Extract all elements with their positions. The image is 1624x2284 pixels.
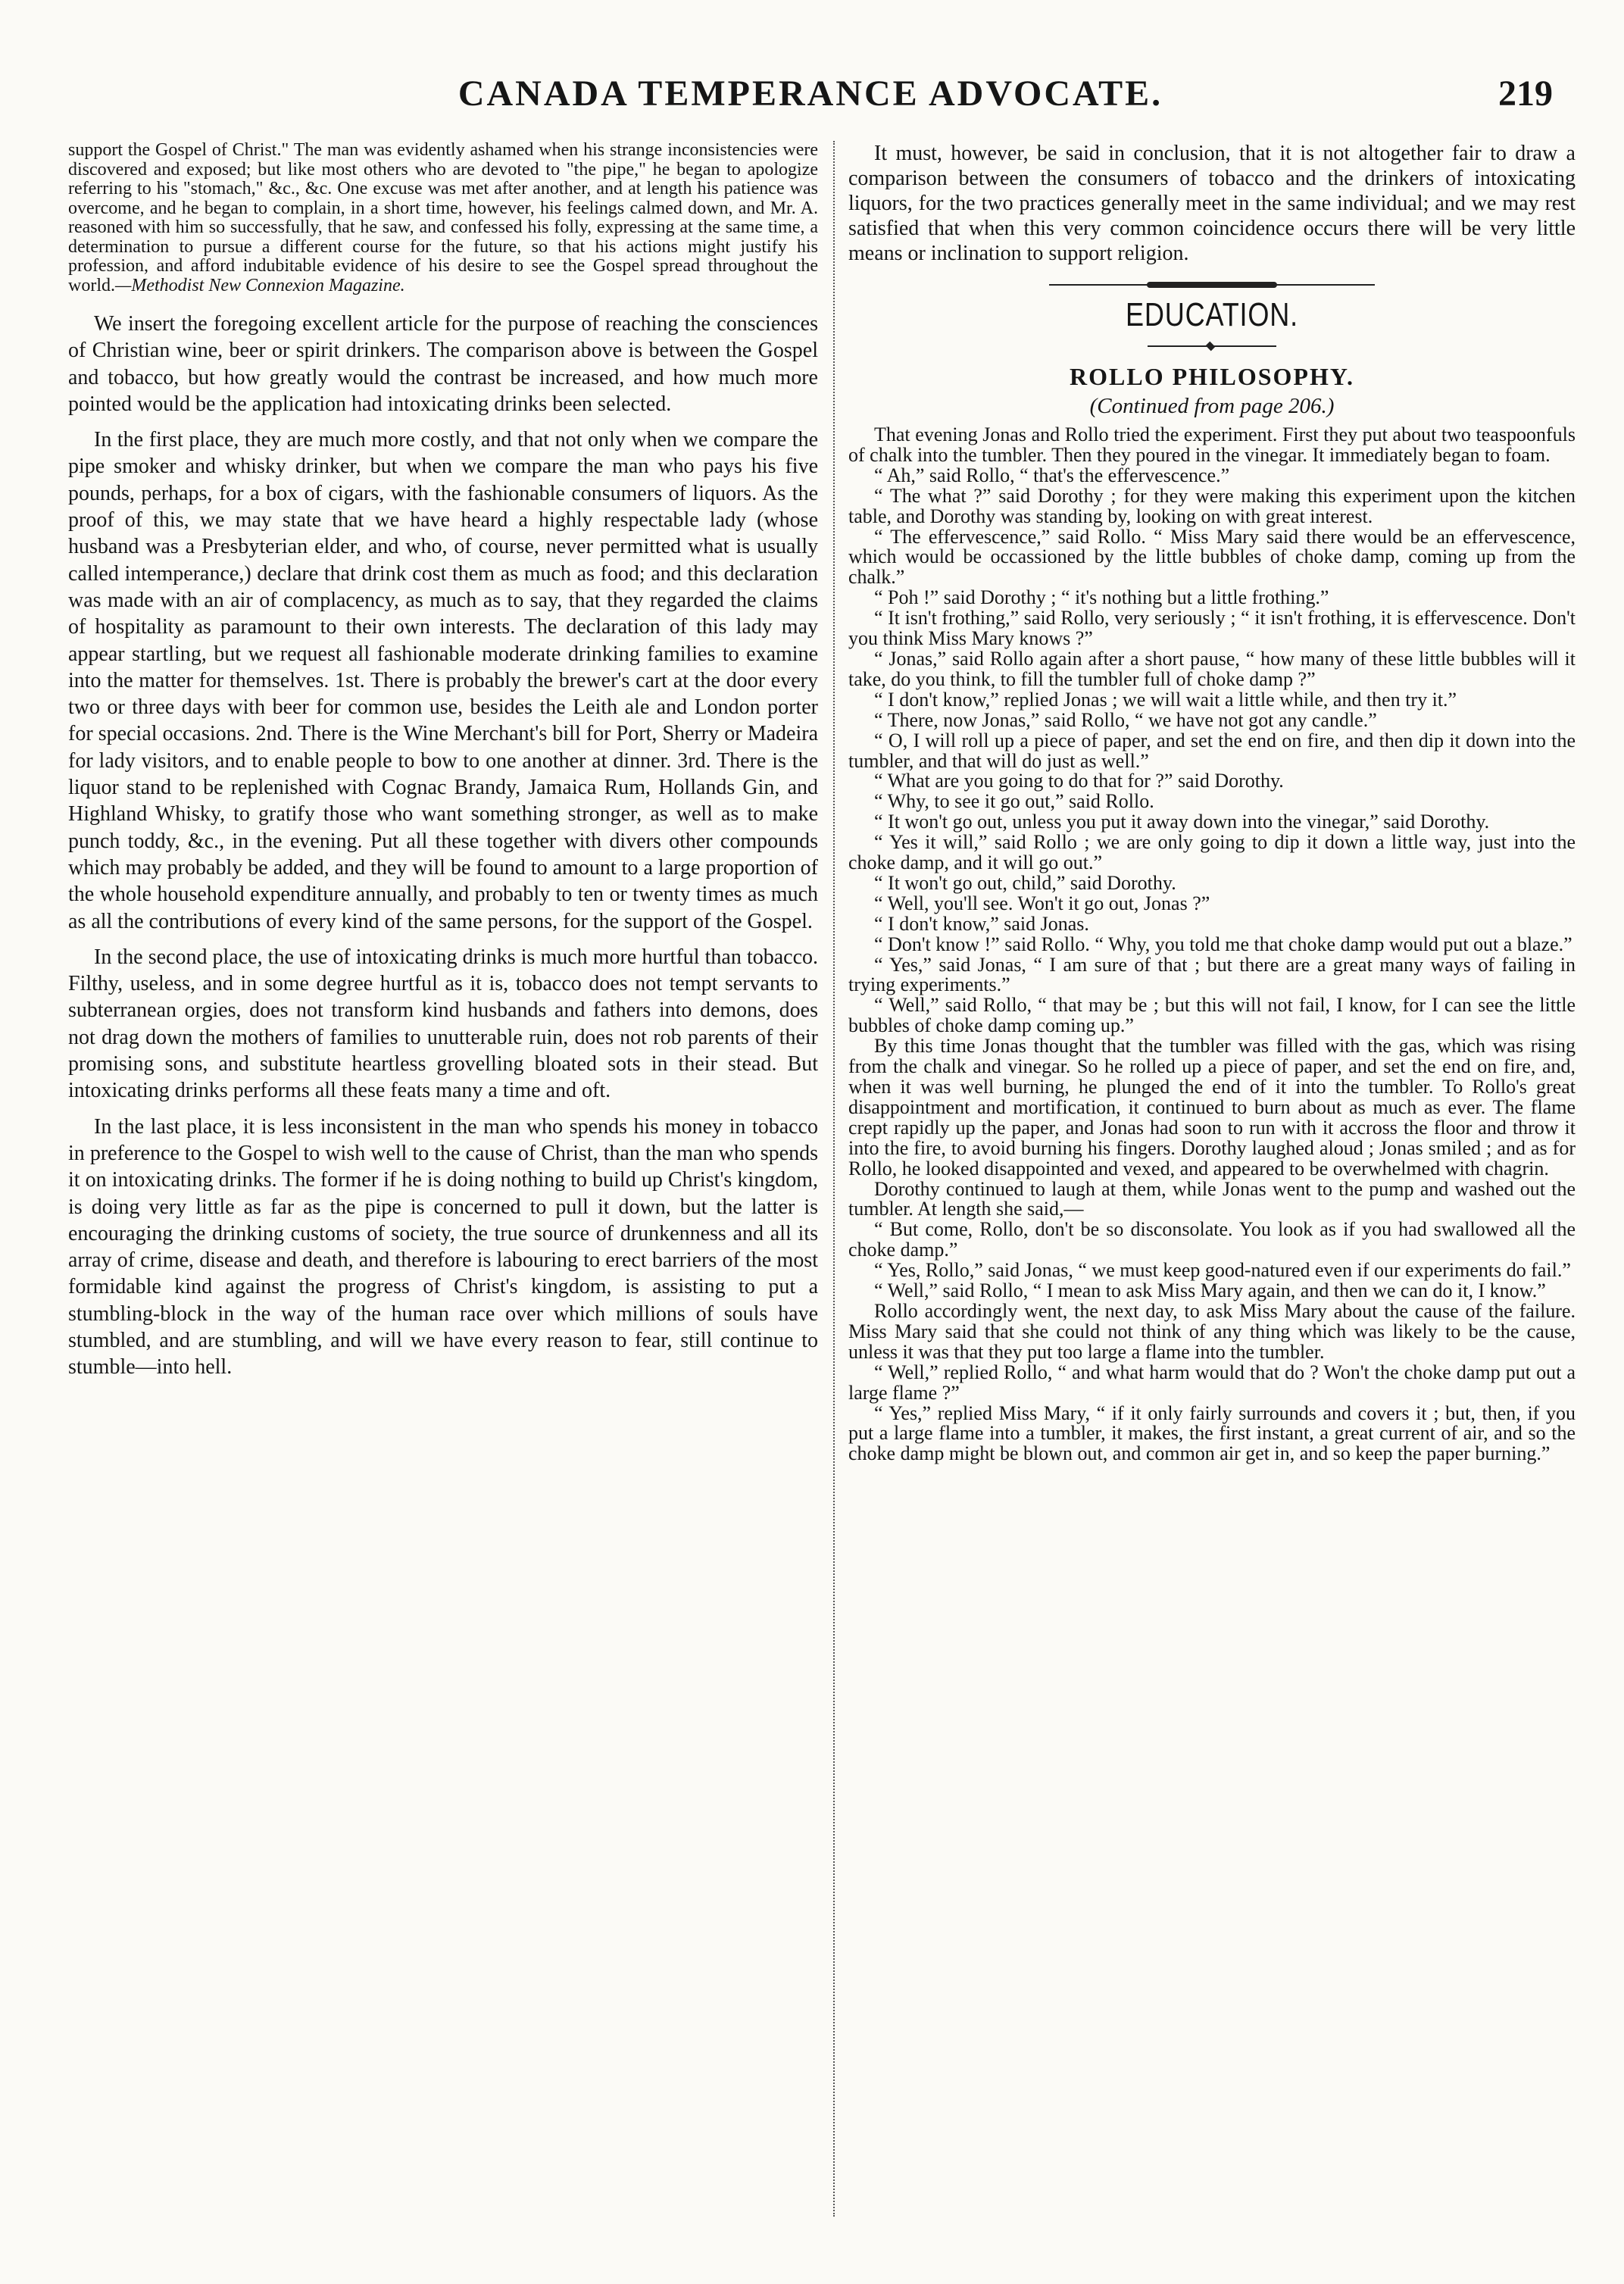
heading-ornament <box>1148 343 1276 349</box>
story-paragraph: “ Well,” said Rollo, “ I mean to ask Miss Mary again, and then we can do it, I know.” <box>874 1279 1546 1302</box>
story-paragraph: “ The effervescence,” said Rollo. “ Miss Mary said there would be an effervescence, which would be occassioned by the little bubbles of choke damp, coming up from the chalk.” <box>848 525 1576 589</box>
story-paragraph: “ It won't go out, child,” said Dorothy. <box>874 871 1176 894</box>
story-paragraph: “ Yes, Rollo,” said Jonas, “ we must keep good-natured even if our experiments do fail.” <box>874 1259 1571 1282</box>
story-paragraph: Rollo accordingly went, the next day, to ask Miss Mary about the cause of the failure. Miss Mary said that she could not think of any thing which was likely to be the cause, unless it was that they put too large a flame into the tumbler. <box>848 1299 1576 1363</box>
story-paragraph: “ O, I will roll up a piece of paper, and set the end on fire, and then dip it down into the tumbler, and that will do just as well.” <box>848 729 1576 772</box>
story-paragraph: “ I don't know,” said Jonas. <box>874 912 1089 935</box>
publication-title: CANADA TEMPERANCE ADVOCATE. <box>458 73 1163 114</box>
story-paragraph: That evening Jonas and Rollo tried the experiment. First they put about two teaspoonfuls of chalk into the tumbler. Then they poured in the vinegar. It immediately began to foam. <box>848 423 1576 466</box>
right-column <box>848 141 1576 1464</box>
story-paragraph: “ Jonas,” said Rollo again after a short pause, “ how many of these little bubbles will it take, do you think, to fill the tumbler full of choke damp ?” <box>848 647 1576 690</box>
conclusion-paragraph: It must, however, be said in conclusion, that it is not altogether fair to draw a comparison between the consumers of tobacco and the drinkers of intoxicating liquors, for the two practices generally meet in the same individual; and we may rest satisfied that when this very common coincidence occurs there will be very little means or inclination to support religion. <box>848 142 1576 265</box>
story-paragraph: “ Don't know !” said Rollo. “ Why, you told me that choke damp would put out a blaze.” <box>874 933 1572 955</box>
story-paragraph: “ There, now Jonas,” said Rollo, “ we have not got any candle.” <box>874 708 1377 731</box>
editorial-paragraph: In the second place, the use of intoxicating drinks is much more hurtful than tobacco. Filthy, useless, and in some degree hurtful as it is, tobacco does not tempt servants to subterranean orgies, does not transform kind husbands and fathers into demons, does not drag down the mothers of families to unutterable ruin, does not rob parents of their promising sons, and substitute heartless grovelling bloated sots in their stead. But intoxicating drinks performs all these feats many a time and oft. <box>68 945 818 1103</box>
editorial-paragraph: In the last place, it is less inconsistent in the man who spends his money in tobacco in preference to the Gospel to wish well to the cause of Christ, than the man who spends it on intoxicating drinks. The former if he is doing nothing to build up Christ's kingdom, is doing very little as far as the pipe is concerned to pull it down, but the latter is encouraging the drinking customs of society, the true source of drunkenness and all its array of crime, disease and death, and therefore is labouring to erect barriers of the most formidable kind against the progress of Christ's kingdom, is assisting to put a stumbling-block in the way of the human race over which millions of souls have stumbled, and are stumbling, and will we have every reason to fear, still continue to stumble—into hell. <box>68 1114 818 1379</box>
story-paragraph: “ Ah,” said Rollo, “ that's the effervescence.” <box>874 464 1230 486</box>
article-subtitle: (Continued from page 206.) <box>1089 394 1335 418</box>
continued-text: support the Gospel of Christ." The man was evidently ashamed when his strange inconsistencies were discovered and exposed; but like most others who are devoted to "the pipe," he began to apologize referring to his "stomach," &c., &c. One excuse was met after another, and at length his patience was overcome, and he began to complain, in a short time, however, his feelings calmed down, and Mr. A. reasoned with him so successfully, that he saw, and confessed his folly, expressing at the same time, a determination to pursue a different course for the future, so that his actions might justify his profession, and afford indubitable evidence of his desire to see the Gospel spread throughout the world. <box>68 140 818 295</box>
section-divider <box>1049 281 1375 289</box>
section-heading: EDUCATION. <box>1125 296 1299 333</box>
column-divider <box>833 141 835 2217</box>
story-paragraph: “ Yes,” replied Miss Mary, “ if it only fairly surrounds and covers it ; but, then, if you put a large flame into a tumbler, it makes, the first instant, a great current of air, and so the choke damp might be blown out, and common air get in, and so keep the paper burning.” <box>848 1401 1576 1465</box>
page-number: 219 <box>1498 73 1553 114</box>
editorial-paragraph: In the first place, they are much more costly, and that not only when we compare the pipe smoker and whisky drinker, but when we compare the man who pays his five pounds, perhaps, for a box of cigars, with the fashionable consumers of liquors. As the proof of this, we may state that we have heard a highly respectable lady (whose husband was a Presbyterian elder, and who, of course, never permitted what is usually called intemperance,) declare that drink cost them as much as food; and this declaration was made with an air of complacency, as much as to say, that they regarded the claims of hospitality as paramount to their own interests. The declaration of this lady may appear startling, but we request all fashionable moderate drinking families to examine into the matter for themselves. 1st. There is probably the brewer's cart at the door every two or three days with beer for common use, besides the Leith ale and London porter for special occasions. 2nd. There is the Wine Merchant's bill for Port, Sherry or Madeira for lady visitors, and to enable people to bow to one another at dinner. 3rd. There is the liquor stand to be replenished with Cognac Brandy, Jamaica Rum, Hollands Gin, and Highland Whisky, to gratify those who want something stronger, as well as to make punch toddy, &c., in the evening. Put all these together with divers other compounds which may probably be added, and they will be found to amount to a large proportion of the whole household expenditure annually, and probably to ten or twenty times as much as all the contributions of every kind of the same persons, for the support of the Gospel. <box>68 428 818 933</box>
article-title: ROLLO PHILOSOPHY. <box>1070 363 1354 390</box>
story-paragraph: “ Yes,” said Jonas, “ I am sure of that ; but there are a great many ways of failing in trying experiments.” <box>848 953 1576 996</box>
story-paragraph: “ It won't go out, unless you put it away down into the vinegar,” said Dorothy. <box>874 811 1490 833</box>
story-paragraph: “ Well, you'll see. Won't it go out, Jonas ?” <box>874 892 1210 914</box>
story-paragraph: “ Poh !” said Dorothy ; “ it's nothing but a little frothing.” <box>874 586 1329 609</box>
story-paragraph: “ Yes it will,” said Rollo ; we are only going to dip it down a little way, just into the choke damp, and it will go out.” <box>848 831 1576 874</box>
continued-paragraph <box>68 141 818 295</box>
story-paragraph: “ The what ?” said Dorothy ; for they were making this experiment upon the kitchen table, and Dorothy was standing by, looking on with great interest. <box>848 484 1576 527</box>
story-paragraph: “ But come, Rollo, don't be so disconsolate. You look as if you had swallowed all the choke damp.” <box>848 1218 1576 1261</box>
source-attribution: —Methodist New Connexion Magazine. <box>115 275 405 295</box>
page-header <box>68 73 1553 126</box>
story-paragraph: “ Well,” said Rollo, “ that may be ; but this will not fail, I know, for I can see the little bubbles of choke damp coming up.” <box>848 994 1576 1037</box>
story-paragraph: “ I don't know,” replied Jonas ; we will wait a little while, and then try it.” <box>874 688 1457 711</box>
editorial-paragraph: We insert the foregoing excellent article for the purpose of reaching the consciences of Christian wine, beer or spirit drinkers. The comparison above is between the Gospel and tobacco, but how greatly would the contrast be increased, and how much more pointed would be the application had intoxicating drinks been selected. <box>68 312 818 416</box>
story-paragraph: “ Well,” replied Rollo, “ and what harm would that do ? Won't the choke damp put out a large flame ?” <box>848 1361 1576 1404</box>
story-paragraph: Dorothy continued to laugh at them, while Jonas went to the pump and washed out the tumbler. At length she said,— <box>848 1177 1576 1220</box>
story-paragraph: By this time Jonas thought that the tumbler was filled with the gas, which was rising from the chalk and vinegar. So he rolled up a piece of paper, and set the end on fire, and, when it was well burning, he plunged the end of it into the tumbler. To Rollo's great disappointment and mortification, it continued to burn about as much as ever. The flame crept rapidly up the paper, and Jonas had soon to run with it accross the floor and throw it into the fire, to avoid burning his fingers. Dorothy laughed aloud ; Jonas smiled ; and as for Rollo, he looked disappointed and vexed, and appeared to be overwhelmed with chagrin. <box>848 1035 1576 1179</box>
left-column <box>68 141 818 1381</box>
story-paragraph: “ It isn't frothing,” said Rollo, very seriously ; “ it isn't frothing, it is effervescence. Don't you think Miss Mary knows ?” <box>848 607 1576 650</box>
story-paragraph: “ Why, to see it go out,” said Rollo. <box>874 790 1154 813</box>
story-paragraph: “ What are you going to do that for ?” said Dorothy. <box>874 770 1284 792</box>
